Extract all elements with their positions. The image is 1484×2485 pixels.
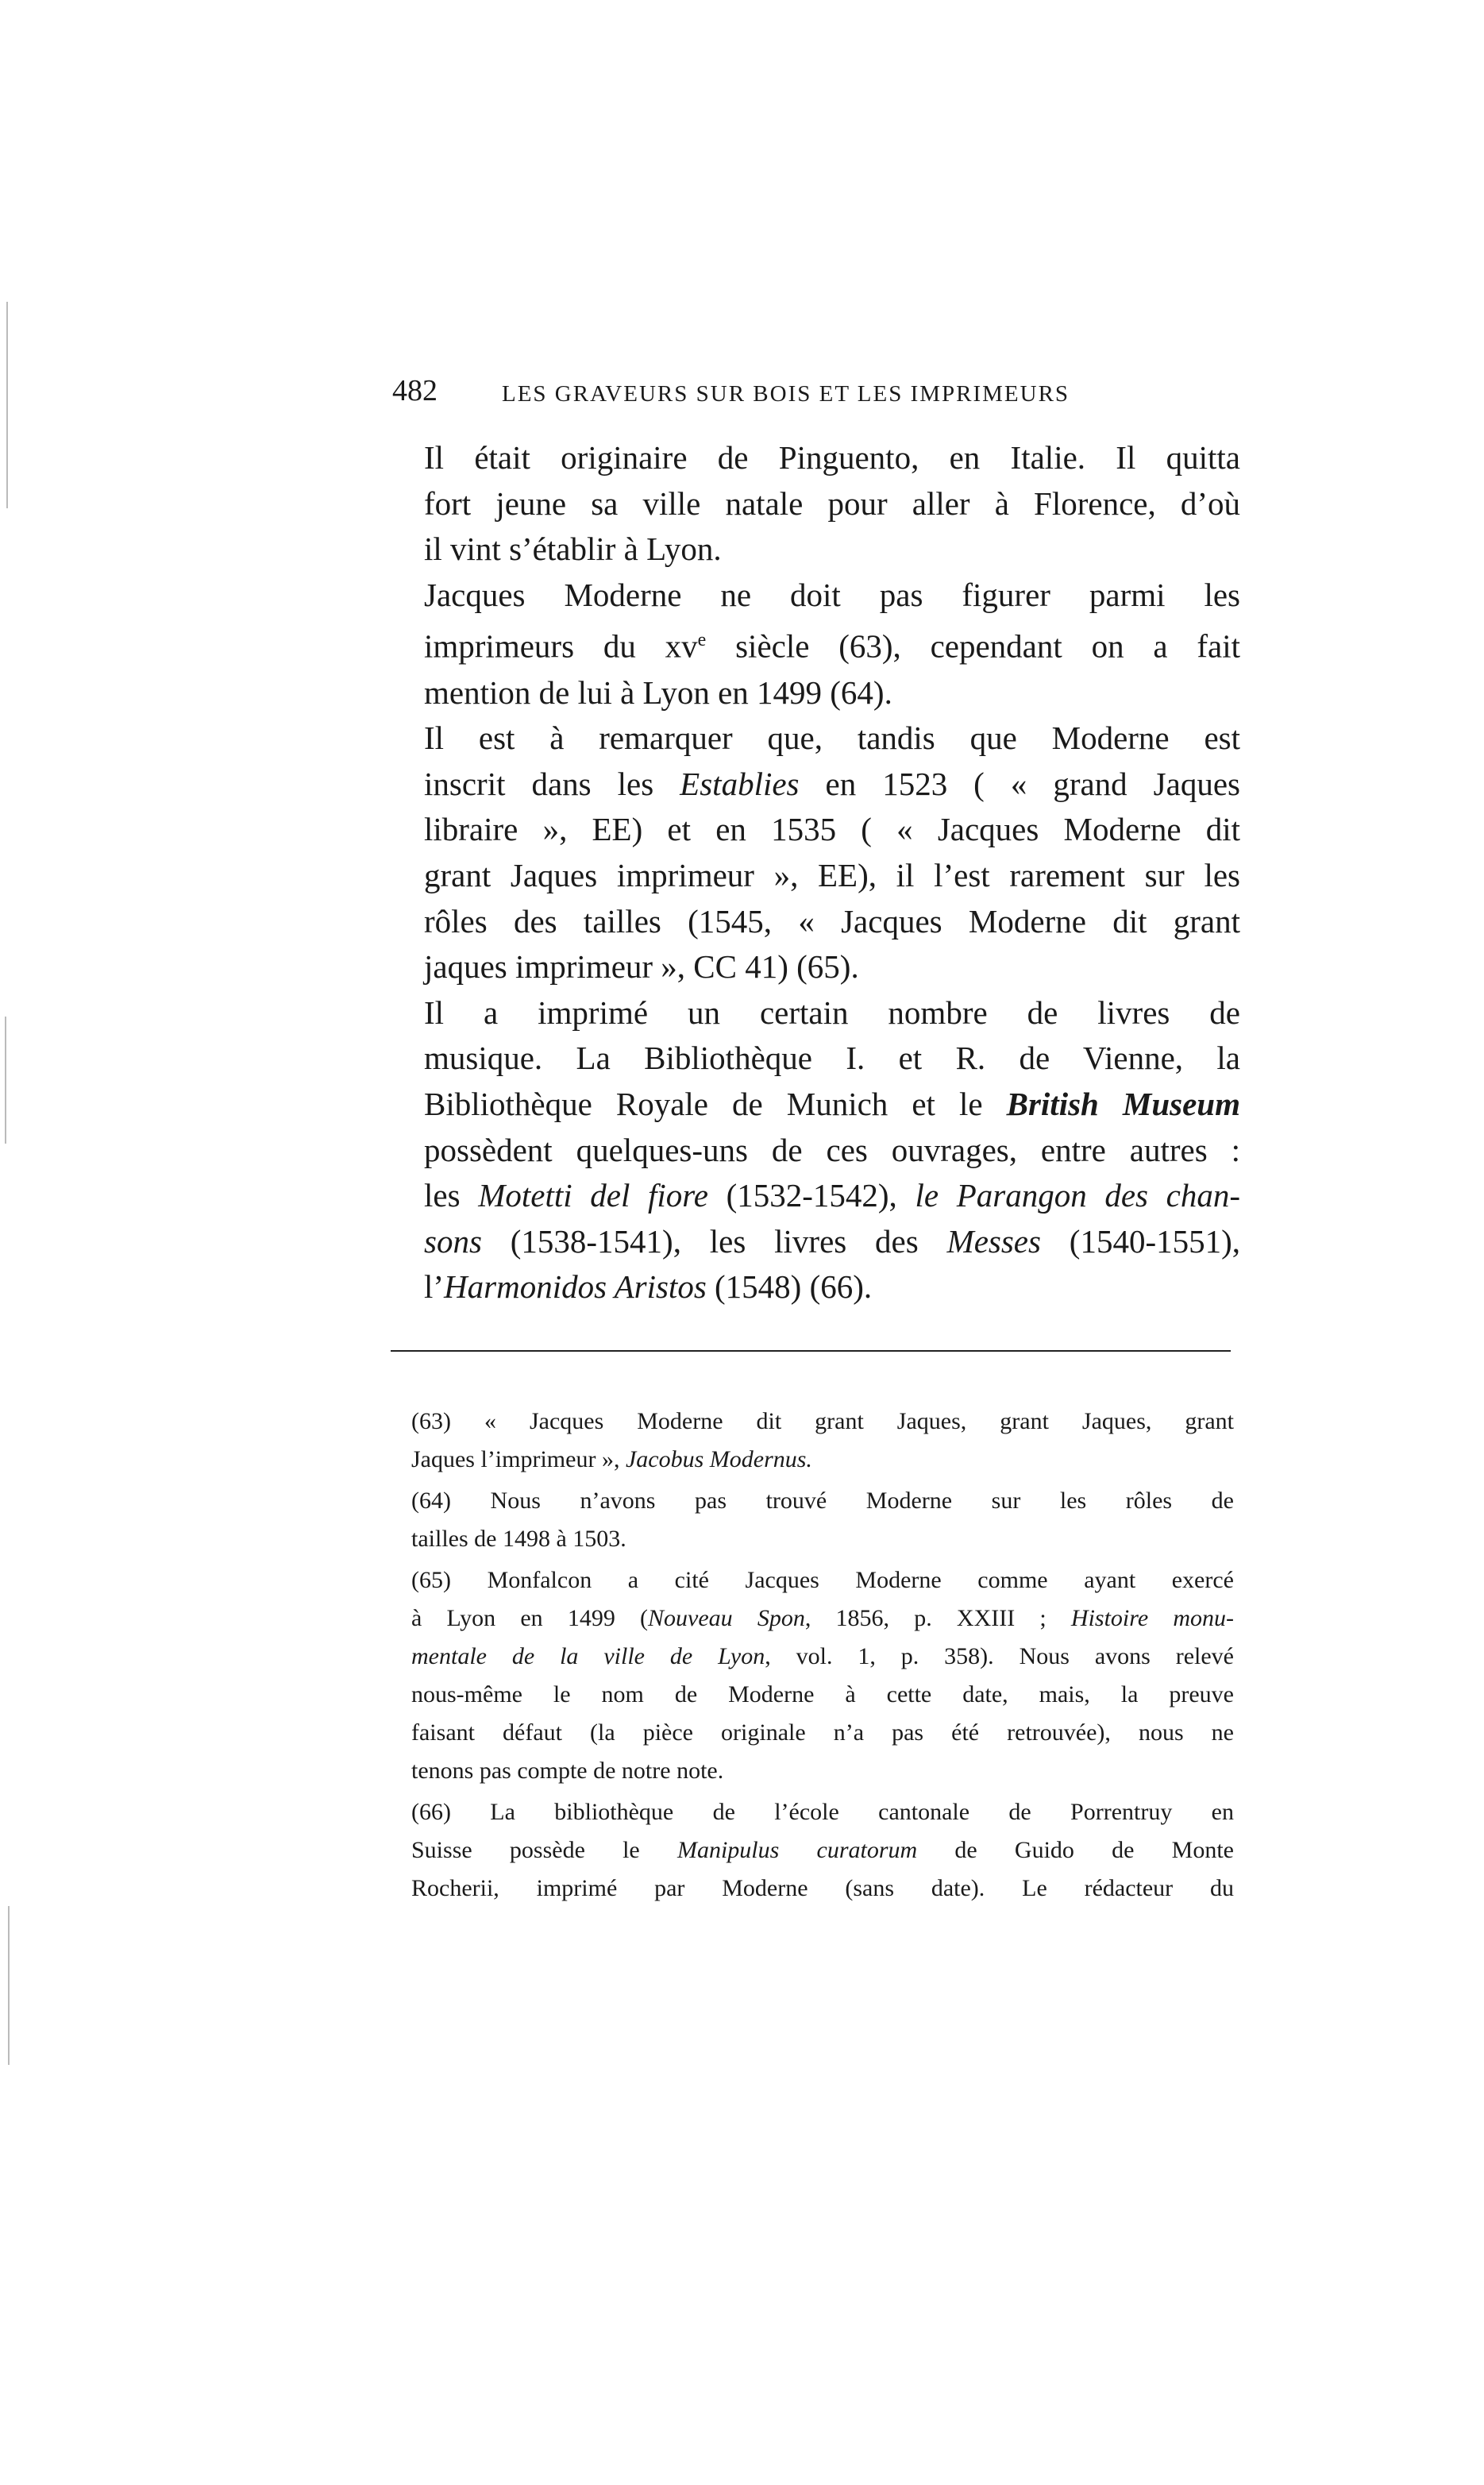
italic-text: Manipulus curatorum <box>676 1837 918 1863</box>
paragraph <box>391 435 1240 573</box>
text-span: , 1856, p. XXIII ; <box>804 1605 1071 1631</box>
text-span: Jaques l’imprimeur », <box>411 1446 626 1472</box>
text-line: Jacques Moderne ne doit pas figurer parmi les <box>424 576 1240 613</box>
italic-text: mentale de la ville de Lyon <box>411 1643 765 1669</box>
text-line: mention de lui à Lyon en 1499 (64). <box>424 673 892 711</box>
text-line <box>384 1638 1234 1676</box>
italic-title: Harmonidos Aristos <box>444 1268 707 1306</box>
italic-text: Jacobus Modernus. <box>625 1446 812 1472</box>
text-line <box>391 618 1240 669</box>
text-line: rôles des tailles (1545, « Jacques Moderne dit grant <box>424 902 1240 940</box>
text-line: fort jeune sa ville natale pour aller à Florence, d’où <box>424 484 1240 522</box>
left-margin-mark <box>8 1906 10 2065</box>
footnote-rule <box>391 1350 1231 1352</box>
footnotes <box>384 1403 1234 1908</box>
text-span: , vol. 1, p. 358). Nous avons relevé <box>765 1643 1234 1669</box>
left-margin-mark <box>5 1017 6 1144</box>
paragraph <box>391 573 1240 716</box>
text-line: possèdent quelques-uns de ces ouvrages, entre autres : <box>424 1131 1240 1168</box>
italic-title: sons <box>424 1222 482 1260</box>
text-span: en 1523 ( « grand Jaques <box>799 765 1240 802</box>
italic-title: Establies <box>680 765 800 802</box>
text-line <box>391 1173 1240 1219</box>
text-line: musique. La Bibliothèque I. et R. de Vienne, la <box>424 1040 1240 1077</box>
text-line <box>384 1831 1234 1870</box>
body-text <box>391 435 1240 1310</box>
text-line: libraire », EE) et en 1535 ( « Jacques Moderne dit <box>424 811 1240 848</box>
footnote-63 <box>384 1403 1234 1479</box>
text-line: (65) Monfalcon a cité Jacques Moderne comme ayant exercé <box>411 1567 1234 1593</box>
text-line: faisant défaut (la pièce originale n’a pas été retrouvée), nous ne <box>411 1719 1234 1746</box>
text-span: (1532-1542), <box>707 1177 915 1214</box>
text-line: Il a imprimé un certain nombre de livres de <box>424 994 1240 1031</box>
text-line <box>391 1264 1240 1310</box>
text-line: (63) « Jacques Moderne dit grant Jaques, grant Jaques, grant <box>411 1408 1234 1434</box>
text-span: les <box>424 1177 479 1214</box>
text-line: il vint s’établir à Lyon. <box>424 531 722 568</box>
text-line: (66) La bibliothèque de l’école cantonale de Porrentruy en <box>411 1799 1234 1825</box>
text-line: grant Jaques imprimeur », EE), il l’est rarement sur les <box>424 857 1240 893</box>
text-span: de Guido de Monte <box>917 1837 1234 1863</box>
text-line: jaques imprimeur », CC 41) (65). <box>424 948 859 986</box>
paragraph <box>391 990 1240 1310</box>
text-line <box>391 762 1240 808</box>
superscript: e <box>697 630 707 651</box>
text-line: Rocherii, imprimé par Moderne (sans date). Le rédacteur du <box>411 1875 1234 1901</box>
text-line: tenons pas compte de notre note. <box>411 1758 724 1784</box>
text-span: l’ <box>424 1268 445 1306</box>
italic-text: Histoire monu- <box>1070 1605 1234 1631</box>
italic-title: le Parangon des chan- <box>915 1177 1241 1214</box>
text-span: siècle (63), cependant on a fait <box>706 628 1241 666</box>
footnote-66 <box>384 1793 1234 1908</box>
text-span: à Lyon en 1499 ( <box>411 1605 649 1631</box>
text-span: Bibliothèque Royale de Munich et le <box>424 1085 1007 1122</box>
text-span: (1540-1551), <box>1040 1222 1241 1260</box>
italic-title: Messes <box>946 1222 1041 1260</box>
italic-title: Motetti del fiore <box>478 1177 708 1214</box>
text-line: (64) Nous n’avons pas trouvé Moderne sur les rôles de <box>411 1488 1234 1514</box>
text-span: imprimeurs du xv <box>424 628 698 666</box>
text-line <box>384 1441 1234 1479</box>
page-number: 482 <box>392 374 437 407</box>
paragraph <box>391 716 1240 990</box>
text-line <box>391 1082 1240 1128</box>
text-span: inscrit dans les <box>424 765 680 802</box>
text-line: Il est à remarquer que, tandis que Moderne est <box>424 720 1240 757</box>
text-line <box>384 1599 1234 1638</box>
text-span: Suisse possède le <box>411 1837 677 1863</box>
footnote-64 <box>384 1482 1234 1558</box>
running-head: LES GRAVEURS SUR BOIS ET LES IMPRIMEURS <box>502 381 1070 407</box>
text-span: (1538-1541), les livres des <box>481 1222 947 1260</box>
text-line: nous-même le nom de Moderne à cette date, mais, la preuve <box>411 1681 1234 1707</box>
text-line: tailles de 1498 à 1503. <box>411 1526 626 1552</box>
italic-text: Nouveau Spon <box>648 1605 805 1631</box>
footnote-65 <box>384 1561 1234 1790</box>
text-line <box>391 1219 1240 1265</box>
text-span: (1548) (66). <box>706 1268 873 1306</box>
italic-title: British Museum <box>1006 1085 1240 1122</box>
left-margin-mark <box>6 302 8 508</box>
text-line: Il était originaire de Pinguento, en Italie. Il quitta <box>424 439 1240 476</box>
